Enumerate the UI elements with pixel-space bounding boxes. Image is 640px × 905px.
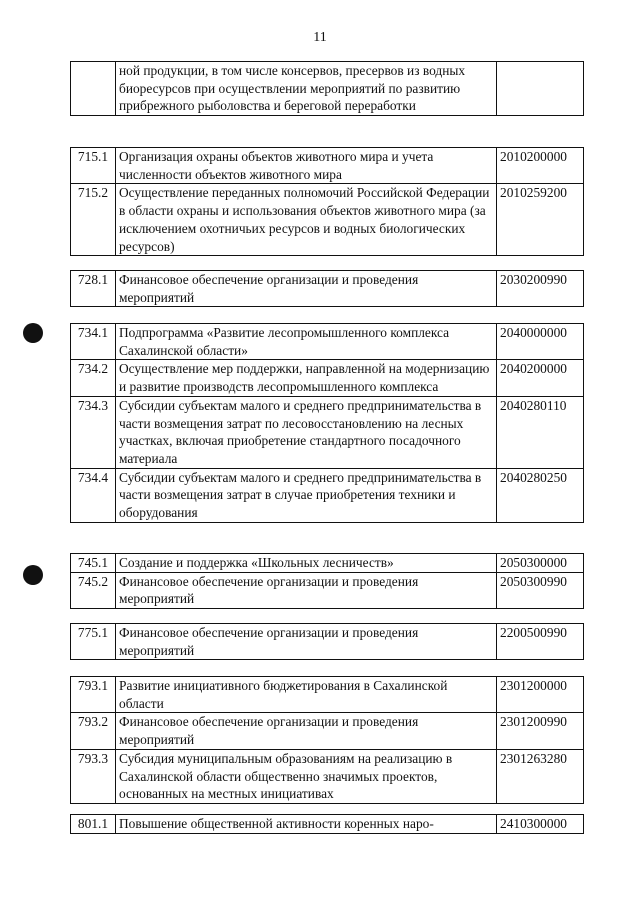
table-block: [70, 323, 584, 523]
table-block: [70, 676, 584, 804]
row-text: Создание и поддержка «Школьных лесничеств»: [116, 554, 497, 573]
row-number: 793.2: [71, 713, 116, 749]
table-block: [70, 61, 584, 116]
table-row: [71, 184, 584, 256]
row-number: 793.3: [71, 749, 116, 803]
table-row: [71, 572, 584, 608]
row-code: 2410300000: [497, 815, 584, 834]
row-number: 745.2: [71, 572, 116, 608]
row-number: 734.2: [71, 360, 116, 396]
row-number: 793.1: [71, 677, 116, 713]
row-code: 2301200990: [497, 713, 584, 749]
table-row: [71, 749, 584, 803]
table-block: [70, 147, 584, 256]
table-block: [70, 270, 584, 307]
row-text: ной продукции, в том числе консервов, пресервов из водных биоресурсов при осуществлении мероприятий по развитию прибрежного рыболовства и береговой переработки: [116, 62, 497, 116]
row-text: Субсидии субъектам малого и среднего предпринимательства в части возмещения затрат в случае приобретения техники и оборудования: [116, 468, 497, 522]
margin-bullet-mark: [23, 565, 43, 585]
row-text: Субсидия муниципальным образованиям на реализацию в Сахалинской области общественно значимых проектов, основанных на местных инициативах: [116, 749, 497, 803]
row-number: 715.2: [71, 184, 116, 256]
row-code: 2200500990: [497, 624, 584, 660]
row-text: Организация охраны объектов животного мира и учета численности объектов животного мира: [116, 148, 497, 184]
page-number: 11: [313, 30, 327, 45]
table-row: [71, 677, 584, 713]
table-block: [70, 814, 584, 834]
row-text: Подпрограмма «Развитие лесопромышленного комплекса Сахалинской области»: [116, 324, 497, 360]
table-block: [70, 623, 584, 660]
row-number: 734.4: [71, 468, 116, 522]
table-row: [71, 554, 584, 573]
row-text: Развитие инициативного бюджетирования в Сахалинской области: [116, 677, 497, 713]
table-row: [71, 148, 584, 184]
table-row: [71, 360, 584, 396]
table-row: [71, 396, 584, 468]
row-code: 2040280110: [497, 396, 584, 468]
row-code: 2040280250: [497, 468, 584, 522]
row-text: Финансовое обеспечение организации и проведения мероприятий: [116, 572, 497, 608]
row-number: 775.1: [71, 624, 116, 660]
table-row: [71, 62, 584, 116]
row-text: Осуществление переданных полномочий Российской Федерации в области охраны и использования объектов животного мира (за исключением охотничьих ресурсов и водных биологических ресурсов): [116, 184, 497, 256]
row-code: [497, 62, 584, 116]
row-code: 2301200000: [497, 677, 584, 713]
row-number: 745.1: [71, 554, 116, 573]
row-code: 2301263280: [497, 749, 584, 803]
table-row: [71, 815, 584, 834]
row-text: Субсидии субъектам малого и среднего предпринимательства в части возмещения затрат по лесовосстановлению на лесных участках, включая приобретение стандартного посадочного материала: [116, 396, 497, 468]
row-code: 2030200990: [497, 271, 584, 307]
row-text: Финансовое обеспечение организации и проведения мероприятий: [116, 624, 497, 660]
row-code: 2040000000: [497, 324, 584, 360]
table-row: [71, 468, 584, 522]
row-text: Повышение общественной активности коренных наро-: [116, 815, 497, 834]
row-number: [71, 62, 116, 116]
table-row: [71, 713, 584, 749]
table-block: [70, 553, 584, 609]
row-code: 2010200000: [497, 148, 584, 184]
row-number: 728.1: [71, 271, 116, 307]
row-number: 734.1: [71, 324, 116, 360]
row-number: 734.3: [71, 396, 116, 468]
row-number: 801.1: [71, 815, 116, 834]
row-code: 2040200000: [497, 360, 584, 396]
row-text: Финансовое обеспечение организации и проведения мероприятий: [116, 713, 497, 749]
row-number: 715.1: [71, 148, 116, 184]
table-row: [71, 324, 584, 360]
table-row: [71, 624, 584, 660]
row-text: Осуществление мер поддержки, направленной на модернизацию и развитие производств лесопромышленного комплекса: [116, 360, 497, 396]
row-code: 2050300990: [497, 572, 584, 608]
row-code: 2050300000: [497, 554, 584, 573]
table-row: [71, 271, 584, 307]
margin-bullet-mark: [23, 323, 43, 343]
row-code: 2010259200: [497, 184, 584, 256]
row-text: Финансовое обеспечение организации и проведения мероприятий: [116, 271, 497, 307]
